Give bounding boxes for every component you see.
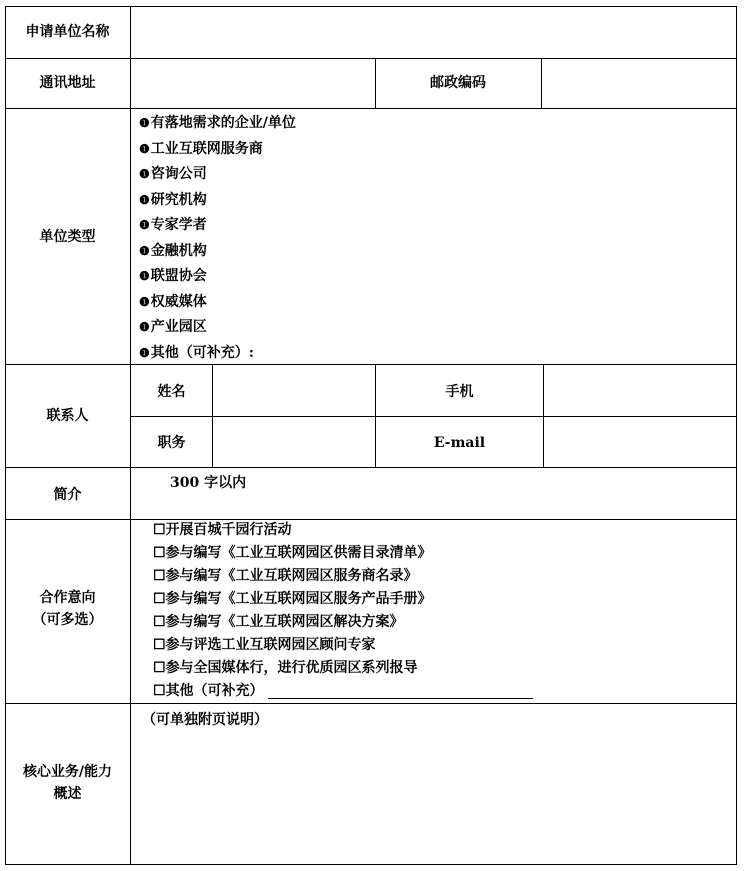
unit-type-option[interactable] [139, 266, 207, 286]
position-field[interactable] [213, 417, 375, 467]
intent-label-line2: （可多选） [32, 612, 103, 628]
unit-type-option[interactable] [139, 317, 207, 337]
intent-option[interactable] [153, 612, 404, 632]
row-divider [5, 703, 737, 704]
checkbox-icon[interactable]: ☐ [153, 614, 166, 630]
applicant-name-label: 申请单位名称 [25, 24, 110, 40]
unit-type-option-label: 产业园区 [150, 319, 207, 335]
unit-type-option[interactable] [139, 190, 207, 210]
border-bottom [5, 864, 737, 865]
intro-field[interactable] [131, 492, 736, 519]
bullet-icon: ❶ [139, 243, 150, 258]
unit-type-option[interactable] [139, 343, 254, 363]
intent-option-label: 开展百城千园行活动 [165, 522, 292, 538]
row-divider [5, 519, 737, 520]
bullet-icon: ❶ [139, 320, 150, 334]
bullet-icon: ❶ [139, 294, 150, 309]
intent-option-label: 参与评选工业互联网园区顾问专家 [165, 637, 376, 653]
position-label: 职务 [157, 435, 186, 451]
unit-type-option-label: 联盟协会 [150, 268, 207, 284]
checkbox-icon[interactable]: ☐ [153, 683, 166, 699]
contact-label: 联系人 [46, 408, 89, 424]
intent-label-line1: 合作意向 [39, 590, 96, 606]
bullet-icon: ❶ [139, 116, 150, 130]
core-business-label-line1: 核心业务/能力 [22, 764, 113, 780]
bullet-icon: ❶ [139, 192, 150, 207]
intent-option[interactable] [153, 566, 418, 586]
application-form [5, 6, 737, 865]
unit-type-label: 单位类型 [39, 229, 96, 245]
intent-label [5, 587, 130, 631]
unit-type-option[interactable] [139, 139, 263, 159]
checkbox-icon[interactable]: ☐ [153, 637, 166, 653]
checkbox-icon[interactable]: ☐ [153, 660, 166, 676]
unit-type-option-label: 研究机构 [150, 191, 207, 208]
unit-type-option[interactable] [139, 113, 296, 133]
phone-label: 手机 [445, 384, 474, 400]
unit-type-option[interactable] [139, 241, 207, 261]
border-left [5, 6, 6, 865]
intent-option[interactable] [153, 658, 418, 678]
core-business-label [5, 761, 130, 805]
postal-code-label: 邮政编码 [430, 75, 486, 91]
unit-type-option-label: 有落地需求的企业/单位 [150, 115, 296, 131]
unit-type-option-label: 金融机构 [150, 242, 207, 259]
unit-type-option-label: 工业互联网服务商 [150, 140, 263, 157]
core-business-hint: （可单独附页说明） [142, 712, 268, 728]
intent-option-label: 参与编写《工业互联网园区服务产品手册》 [165, 591, 432, 607]
row-divider [5, 108, 737, 109]
core-business-field[interactable] [131, 730, 736, 864]
unit-type-option-label: 权威媒体 [150, 293, 207, 310]
bullet-icon: ❶ [139, 269, 150, 283]
intent-option-label: 参与编写《工业互联网园区解决方案》 [165, 614, 404, 630]
bullet-icon: ❶ [139, 345, 150, 360]
intent-option-label: 其他（可补充） [165, 683, 264, 699]
phone-field[interactable] [544, 365, 736, 416]
unit-type-option-label: 专家学者 [150, 217, 207, 233]
unit-type-option-label: 咨询公司 [150, 166, 207, 182]
intent-option[interactable] [153, 543, 432, 563]
intent-option-label: 参与全国媒体行，进行优质园区系列报导 [165, 660, 418, 676]
name-field[interactable] [213, 365, 375, 416]
intent-option[interactable] [153, 589, 432, 609]
email-field[interactable] [544, 417, 736, 467]
unit-type-option-label: 其他（可补充）: [150, 344, 254, 361]
applicant-name-field[interactable] [131, 7, 736, 58]
intro-label: 简介 [53, 487, 82, 503]
border-right [736, 6, 737, 865]
name-label: 姓名 [157, 384, 186, 400]
email-label: E-mail [433, 435, 486, 451]
bullet-icon: ❶ [139, 167, 150, 181]
bullet-icon: ❶ [139, 141, 150, 156]
address-label: 通讯地址 [39, 75, 96, 91]
checkbox-icon[interactable]: ☐ [153, 568, 166, 584]
other-fill-line[interactable] [268, 684, 533, 699]
intent-option[interactable] [153, 681, 533, 701]
intent-option-label: 参与编写《工业互联网园区服务商名录》 [165, 568, 418, 584]
intent-option[interactable] [153, 520, 292, 540]
address-field[interactable] [131, 59, 375, 108]
intent-option-label: 参与编写《工业互联网园区供需目录清单》 [165, 545, 432, 561]
postal-code-field[interactable] [542, 59, 736, 108]
row-divider [5, 467, 737, 468]
checkbox-icon[interactable]: ☐ [153, 522, 166, 538]
intent-option[interactable] [153, 635, 376, 655]
bullet-icon: ❶ [139, 218, 150, 232]
unit-type-option[interactable] [139, 215, 207, 235]
checkbox-icon[interactable]: ☐ [153, 591, 166, 607]
unit-type-option[interactable] [139, 292, 207, 312]
checkbox-icon[interactable]: ☐ [153, 545, 166, 561]
intro-hint: 300 字以内 [170, 475, 247, 491]
core-business-label-line2: 概述 [53, 786, 82, 802]
unit-type-option[interactable] [139, 164, 207, 184]
